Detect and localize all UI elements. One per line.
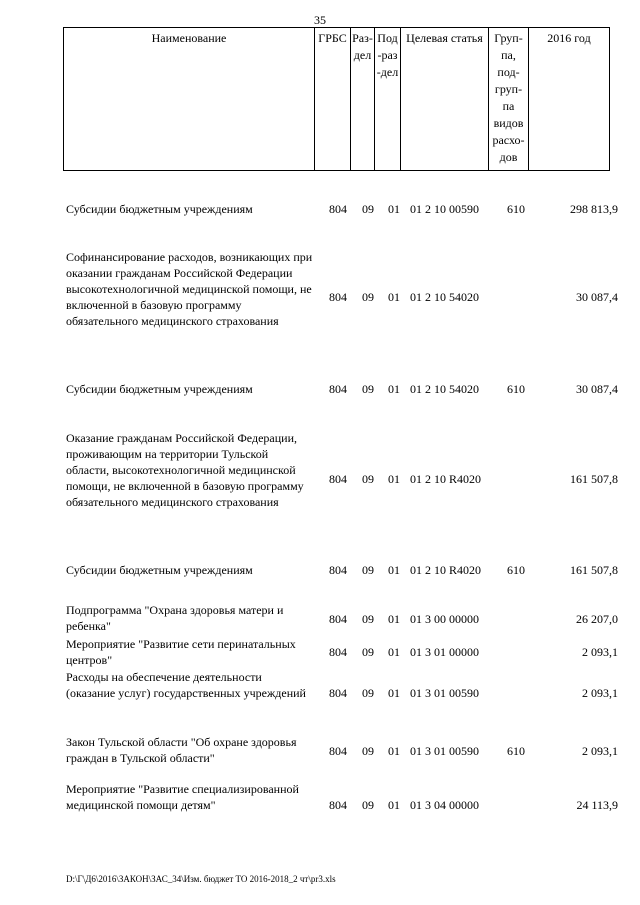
- row-target-article: 01 2 10 54020: [410, 290, 479, 304]
- row-target-article: 01 3 00 00000: [410, 612, 479, 626]
- row-grbs: 804: [329, 612, 347, 626]
- row-podrazdel: 01: [388, 612, 400, 626]
- row-sum: 161 507,8: [570, 563, 618, 577]
- row-razdel: 09: [362, 744, 374, 758]
- header-name: Наименование: [64, 28, 315, 171]
- row-grbs: 804: [329, 563, 347, 577]
- row-sum: 26 207,0: [576, 612, 618, 626]
- row-name: Субсидии бюджетным учреждениям: [66, 202, 253, 216]
- header-expense-group: Груп-па, под-груп-па видов расхо-дов: [489, 28, 529, 171]
- row-name: Софинансирование расходов, возникающих при оказании гражданам Российской Федерации высокотехнологичной медицинской помощи, не включенной в базовую программу обязательного медицинского страхования: [66, 250, 313, 328]
- header-year: 2016 год: [529, 28, 610, 171]
- header-razdel: Раз-дел: [351, 28, 375, 171]
- row-name: Субсидии бюджетным учреждениям: [66, 382, 253, 396]
- row-razdel: 09: [362, 563, 374, 577]
- row-grbs: 804: [329, 798, 347, 812]
- row-target-article: 01 2 10 R4020: [410, 563, 482, 577]
- row-sum: 298 813,9: [570, 202, 618, 216]
- row-podrazdel: 01: [388, 744, 400, 758]
- row-expense-group: 610: [507, 744, 525, 758]
- row-target-article: 01 2 10 54020: [410, 382, 479, 396]
- row-sum: 30 087,4: [576, 290, 618, 304]
- row-podrazdel: 01: [388, 563, 400, 577]
- row-target-article: 01 3 01 00000: [410, 645, 479, 659]
- header-podrazdel: Под-раз-дел: [375, 28, 401, 171]
- row-name: Субсидии бюджетным учреждениям: [66, 563, 253, 577]
- row-sum: 161 507,8: [570, 472, 618, 486]
- file-path-footer: D:\Г\Д6\2016\ЗАКОН\ЗАС_34\Изм. бюджет ТО 2016-2018_2 чт\pr3.xls: [66, 874, 336, 884]
- row-razdel: 09: [362, 798, 374, 812]
- row-grbs: 804: [329, 744, 347, 758]
- row-name: Мероприятие "Развитие сети перинатальных центров": [66, 637, 296, 667]
- row-sum: 30 087,4: [576, 382, 618, 396]
- row-expense-group: 610: [507, 382, 525, 396]
- row-grbs: 804: [329, 202, 347, 216]
- row-razdel: 09: [362, 612, 374, 626]
- row-sum: 2 093,1: [582, 645, 618, 659]
- row-razdel: 09: [362, 382, 374, 396]
- row-expense-group: 610: [507, 563, 525, 577]
- row-razdel: 09: [362, 290, 374, 304]
- header-target-article: Целевая статья: [401, 28, 489, 171]
- row-grbs: 804: [329, 686, 347, 700]
- table-header: [63, 27, 610, 171]
- row-razdel: 09: [362, 202, 374, 216]
- row-podrazdel: 01: [388, 382, 400, 396]
- row-podrazdel: 01: [388, 472, 400, 486]
- row-razdel: 09: [362, 686, 374, 700]
- row-sum: 2 093,1: [582, 744, 618, 758]
- row-razdel: 09: [362, 645, 374, 659]
- row-podrazdel: 01: [388, 290, 400, 304]
- row-target-article: 01 3 01 00590: [410, 744, 479, 758]
- page-number: 35: [314, 13, 326, 27]
- row-expense-group: 610: [507, 202, 525, 216]
- row-podrazdel: 01: [388, 202, 400, 216]
- row-podrazdel: 01: [388, 798, 400, 812]
- header-grbs: ГРБС: [315, 28, 351, 171]
- row-sum: 2 093,1: [582, 686, 618, 700]
- row-grbs: 804: [329, 382, 347, 396]
- row-target-article: 01 3 01 00590: [410, 686, 479, 700]
- row-grbs: 804: [329, 472, 347, 486]
- row-grbs: 804: [329, 645, 347, 659]
- row-sum: 24 113,9: [576, 798, 618, 812]
- row-name: Оказание гражданам Российской Федерации, проживающим на территории Тульской области, высокотехнологичной медицинской помощи, не включенной в базовую программу обязательного медицинского страхования: [66, 431, 304, 509]
- row-podrazdel: 01: [388, 686, 400, 700]
- row-name: Расходы на обеспечение деятельности (оказание услуг) государственных учреждений: [66, 670, 306, 700]
- row-target-article: 01 3 04 00000: [410, 798, 479, 812]
- row-razdel: 09: [362, 472, 374, 486]
- row-podrazdel: 01: [388, 645, 400, 659]
- row-grbs: 804: [329, 290, 347, 304]
- row-name: Закон Тульской области "Об охране здоровья граждан в Тульской области": [66, 735, 297, 765]
- row-target-article: 01 2 10 00590: [410, 202, 479, 216]
- row-name: Подпрограмма "Охрана здоровья матери и ребенка": [66, 603, 284, 633]
- row-target-article: 01 2 10 R4020: [410, 472, 482, 486]
- row-name: Мероприятие "Развитие специализированной медицинской помощи детям": [66, 782, 299, 812]
